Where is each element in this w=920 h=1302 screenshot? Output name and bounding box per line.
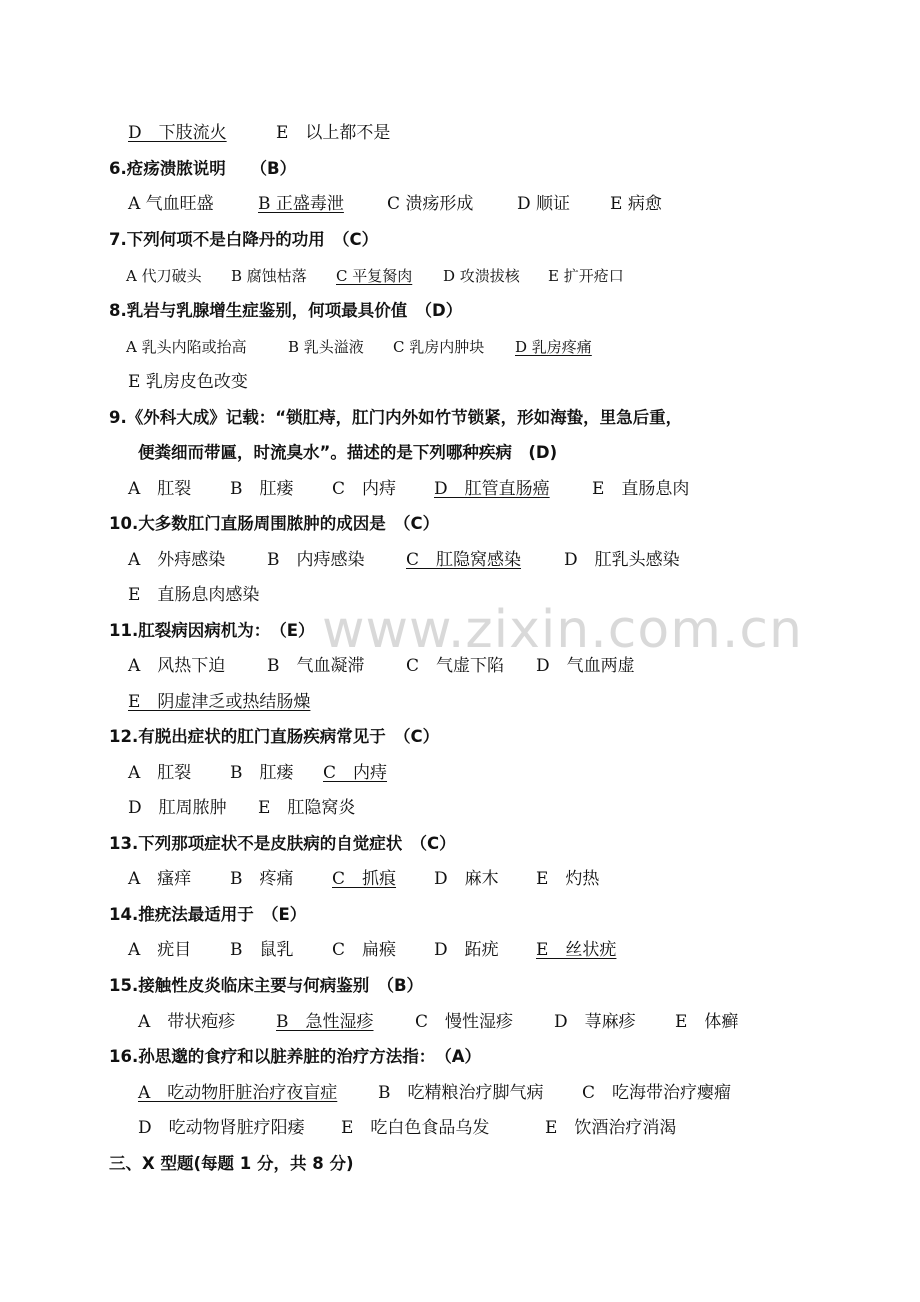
option-c-answer: C 内痔 (323, 763, 388, 783)
question-13: 13.下列那项症状不是皮肤病的自觉症状 （C） (109, 834, 456, 853)
option-b: B 吃精粮治疗脚气病 (378, 1083, 544, 1103)
option-d-answer: D 肛管直肠癌 (434, 479, 550, 499)
option-e-answer: E 阴虚津乏或热结肠燥 (128, 692, 311, 712)
option-d: D 肛周脓肿 (128, 798, 227, 818)
option-b: B 腐蚀枯落 (231, 267, 307, 285)
option-b-answer: B 急性湿疹 (276, 1012, 374, 1032)
option-c: C 内痔 (332, 479, 397, 499)
option-e: E 体癣 (675, 1012, 739, 1032)
option-c: C 慢性湿疹 (415, 1012, 514, 1032)
watermark: www.zixin.com.cn (322, 600, 803, 660)
option-b: B 乳头溢液 (288, 338, 364, 356)
option-a: A 外痔感染 (128, 550, 226, 570)
option-e: E 灼热 (536, 869, 600, 889)
question-10: 10.大多数肛门直肠周围脓肿的成因是 （C） (109, 514, 440, 533)
option-d-answer: D 下肢流火 (128, 123, 227, 143)
option-e: E 乳房皮色改变 (128, 372, 248, 392)
question-11: 11.肛裂病因病机为： （E） (109, 621, 315, 640)
question-12: 12.有脱出症状的肛门直肠疾病常见于 （C） (109, 727, 440, 746)
option-d: D 跖疣 (434, 940, 499, 960)
option-e: E 病愈 (610, 194, 662, 214)
option-e: E 肛隐窝炎 (258, 798, 356, 818)
question-9: 9.《外科大成》记载：“锁肛痔，肛门内外如竹节锁紧，形如海蛰，里急后重， (109, 408, 683, 427)
option-a: A 疣目 (128, 940, 192, 960)
option-b: B 内痔感染 (267, 550, 365, 570)
option-c: C 扁瘊 (332, 940, 397, 960)
option-e: E 直肠息肉感染 (128, 585, 260, 605)
option-b: B 鼠乳 (230, 940, 294, 960)
option-c-answer: C 肛隐窝感染 (406, 550, 522, 570)
option-d: D 荨麻疹 (554, 1012, 636, 1032)
question-9-continued: 便粪细而带匾，时流臭水”。描述的是下列哪种疾病 (D) (138, 443, 558, 462)
option-a: A 代刀破头 (126, 267, 202, 285)
option-b: B 疼痛 (230, 869, 294, 889)
option-e: E 吃白色食品乌发 (341, 1118, 490, 1138)
option-a: A 气血旺盛 (128, 194, 214, 214)
question-6: 6.疮疡溃脓说明 （B） (109, 159, 297, 178)
question-14: 14.推疣法最适用于 （E） (109, 905, 307, 924)
option-a: A 乳头内陷或抬高 (126, 338, 247, 356)
option-d: D 攻溃拔核 (443, 267, 520, 285)
option-b: B 气血凝滞 (267, 656, 365, 676)
option-e: E 直肠息肉 (592, 479, 690, 499)
option-a: A 肛裂 (128, 479, 192, 499)
option-c: C 气虚下陷 (406, 656, 505, 676)
option-c: C 乳房内肿块 (393, 338, 485, 356)
option-d-answer: D 乳房疼痛 (515, 338, 592, 356)
option-c: C 吃海带治疗瘿瘤 (582, 1083, 732, 1103)
option-d: D 吃动物肾脏疗阳痿 (138, 1118, 305, 1138)
option-e-duplicate: E 饮酒治疗消渴 (545, 1118, 677, 1138)
option-b-answer: B 正盛毒泄 (258, 194, 344, 214)
option-a: A 带状疱疹 (138, 1012, 236, 1032)
option-d: D 顺证 (517, 194, 571, 214)
option-d: D 气血两虚 (536, 656, 635, 676)
option-b: B 肛瘘 (230, 479, 294, 499)
option-a: A 瘙痒 (128, 869, 192, 889)
option-d: D 肛乳头感染 (564, 550, 680, 570)
option-d: D 麻木 (434, 869, 499, 889)
option-e: E 扩开疮口 (548, 267, 624, 285)
question-7: 7.下列何项不是白降丹的功用 （C） (109, 230, 379, 249)
question-8: 8.乳岩与乳腺增生症鉴别，何项最具价值 （D） (109, 301, 463, 320)
option-c: C 溃疡形成 (387, 194, 474, 214)
section-heading: 三、X 型题(每题 1 分，共 8 分) (109, 1154, 354, 1173)
option-c-answer: C 平复胬肉 (336, 267, 413, 285)
question-15: 15.接触性皮炎临床主要与何病鉴别 （B） (109, 976, 424, 995)
option-e-answer: E 丝状疣 (536, 940, 617, 960)
option-a: A 风热下迫 (128, 656, 226, 676)
option-b: B 肛瘘 (230, 763, 294, 783)
option-a-answer: A 吃动物肝脏治疗夜盲症 (138, 1083, 338, 1103)
option-a: A 肛裂 (128, 763, 192, 783)
option-e: E 以上都不是 (276, 123, 391, 143)
option-c-answer: C 抓痕 (332, 869, 397, 889)
question-16: 16.孙思邈的食疗和以脏养脏的治疗方法指： （A） (109, 1047, 481, 1066)
